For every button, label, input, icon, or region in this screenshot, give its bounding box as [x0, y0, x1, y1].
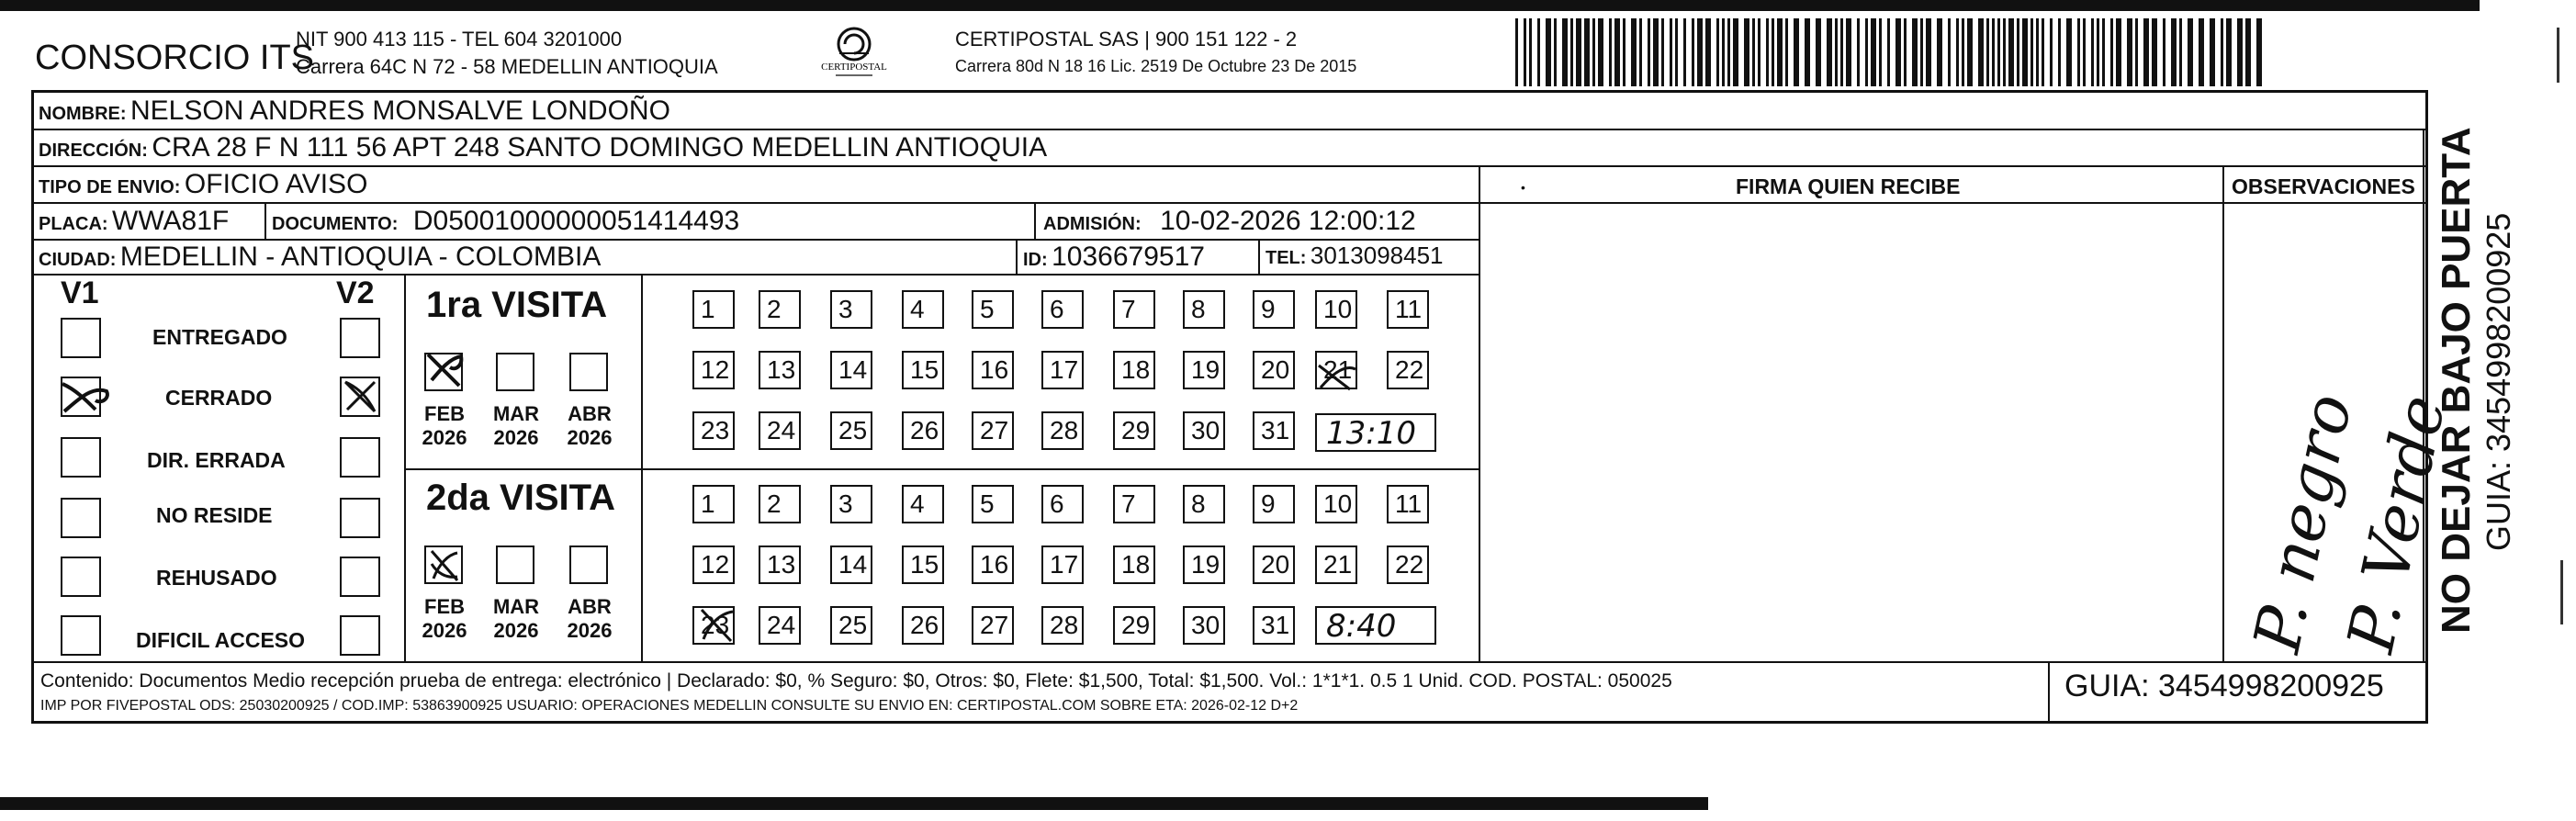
barcode-bar — [1871, 18, 1876, 86]
second-visit-day-13[interactable]: 13 — [759, 545, 801, 584]
barcode-bar — [1631, 18, 1637, 86]
barcode-bar — [1997, 18, 2000, 86]
row-divider — [1479, 202, 2428, 204]
second-visit-day-20[interactable]: 20 — [1253, 545, 1295, 584]
second-visit-day-22[interactable]: 22 — [1387, 545, 1429, 584]
first-visit-month-feb: FEB 2026 — [422, 402, 467, 449]
first-visit-day-13[interactable]: 13 — [759, 351, 801, 389]
barcode-bar — [1962, 18, 1964, 86]
second-visit-day-1[interactable]: 1 — [692, 485, 735, 523]
second-visit-day-15[interactable]: 15 — [902, 545, 944, 584]
admision-cell — [1043, 206, 1416, 237]
second-visit-month-box-mar[interactable] — [496, 545, 534, 584]
first-visit-day-18[interactable]: 18 — [1113, 351, 1155, 389]
admision-value: 10-02-2026 12:00:12 — [1160, 206, 1416, 236]
documento-label: DOCUMENTO: — [272, 214, 399, 234]
firma-header: FIRMA QUIEN RECIBE — [1736, 174, 1961, 198]
barcode-bar — [2127, 18, 2132, 86]
first-visit-day-9[interactable]: 9 — [1253, 290, 1295, 329]
ciudad-value: MEDELLIN - ANTIOQUIA - COLOMBIA — [119, 242, 602, 272]
barcode-bar — [1670, 18, 1672, 86]
column-divider — [1258, 239, 1260, 274]
barcode-bar — [1733, 18, 1738, 86]
v2-checkbox-entregado[interactable] — [340, 318, 380, 358]
barcode-bar — [1986, 18, 1989, 86]
second-visit-day-5[interactable]: 5 — [972, 485, 1014, 523]
barcode-bar — [1777, 18, 1783, 86]
handwritten-day-mark — [694, 602, 740, 648]
barcode-bar — [2050, 18, 2053, 86]
barcode-bar — [2003, 18, 2006, 86]
barcode-bar — [1895, 18, 1901, 86]
barcode-bar — [2171, 18, 2177, 86]
barcode-bar — [1515, 18, 1518, 86]
v1-checkbox-dificil-acceso[interactable] — [61, 615, 101, 656]
column-divider — [1016, 239, 1018, 274]
certipostal-address: Carrera 80d N 18 16 Lic. 2519 De Octubre 23 De 2015 — [955, 57, 1357, 75]
barcode — [1515, 18, 2268, 86]
barcode-bar — [1967, 18, 1973, 86]
second-visit-day-19[interactable]: 19 — [1183, 545, 1225, 584]
barcode-bar — [2143, 18, 2149, 86]
right-edge-mark — [2557, 28, 2559, 83]
first-visit-day-11[interactable]: 11 — [1387, 290, 1429, 329]
first-visit-day-20[interactable]: 20 — [1253, 351, 1295, 389]
observaciones-header: OBSERVACIONES — [2232, 174, 2415, 198]
barcode-bar — [1562, 18, 1568, 86]
top-edge-line — [0, 0, 2480, 11]
first-visit-day-17[interactable]: 17 — [1041, 351, 1084, 389]
status-label-dificil-acceso: DIFICIL ACCESO — [136, 628, 306, 652]
barcode-bar — [1879, 18, 1882, 86]
second-visit-month-mar: MAR 2026 — [492, 595, 540, 642]
first-visit-month-mar: MAR 2026 — [492, 402, 540, 449]
first-visit-day-7[interactable]: 7 — [1113, 290, 1155, 329]
barcode-bar — [2042, 18, 2044, 86]
company-address: Carrera 64C N 72 - 58 MEDELLIN ANTIOQUIA — [296, 55, 718, 78]
barcode-bar — [2116, 18, 2121, 86]
barcode-bar — [1661, 18, 1664, 86]
barcode-bar — [1857, 18, 1860, 86]
barcode-bar — [1537, 18, 1540, 86]
barcode-bar — [1623, 18, 1625, 86]
barcode-bar — [1978, 18, 1984, 86]
barcode-bar — [1614, 18, 1620, 86]
barcode-bar — [1554, 18, 1557, 86]
barcode-bar — [1752, 18, 1755, 86]
footer-content-line: Contenido: Documentos Medio recepción prueba de entrega: electrónico | Declarado: $0, % Seguro: $0, Otros: $0, Flete: $1,500, Total: $1,500. Vol.: 1*1*1. 0.5 1 Unid. COD. POSTAL: 050025 — [40, 670, 1672, 692]
status-label-entregado: ENTREGADO — [152, 325, 287, 349]
v1-checkbox-rehusado[interactable] — [61, 557, 101, 597]
barcode-bar — [2097, 18, 2099, 86]
barcode-bar — [2188, 18, 2193, 86]
barcode-bar — [2030, 18, 2033, 86]
first-visit-day-6[interactable]: 6 — [1041, 290, 1084, 329]
barcode-bar — [2036, 18, 2039, 86]
side-guia: GUIA: 3454998200925 — [2480, 212, 2517, 551]
second-visit-day-8[interactable]: 8 — [1183, 485, 1225, 523]
tel-cell — [1266, 242, 1444, 270]
handwritten-observation-1: P. negro — [2239, 387, 2368, 659]
row-divider — [31, 239, 1479, 241]
barcode-bar — [2199, 18, 2204, 86]
barcode-bar — [1937, 18, 1942, 86]
barcode-bar — [1766, 18, 1769, 86]
tel-label: TEL: — [1266, 248, 1307, 268]
barcode-bar — [2058, 18, 2061, 86]
second-visit-day-28[interactable]: 28 — [1041, 606, 1084, 645]
v1-checkbox-cerrado[interactable] — [61, 377, 101, 417]
barcode-bar — [1887, 18, 1890, 86]
barcode-bar — [1546, 18, 1551, 86]
first-visit-month-box-feb[interactable] — [424, 353, 463, 391]
second-visit-time[interactable]: 8:40 — [1315, 606, 1436, 645]
barcode-bar — [1948, 18, 1951, 86]
column-divider — [1479, 165, 1480, 661]
barcode-bar — [1772, 18, 1774, 86]
barcode-bar — [2135, 18, 2138, 86]
second-visit-day-30[interactable]: 30 — [1183, 606, 1225, 645]
handwritten-check-mark — [59, 373, 114, 419]
first-visit-day-2[interactable]: 2 — [759, 290, 801, 329]
column-divider — [404, 274, 406, 661]
barcode-bar — [2179, 18, 2182, 86]
tipo-envio-label: TIPO DE ENVIO: — [39, 177, 181, 197]
column-divider — [264, 202, 266, 239]
first-visit-day-12[interactable]: 12 — [692, 351, 735, 389]
first-visit-day-31[interactable]: 31 — [1253, 411, 1295, 450]
barcode-bar — [1683, 18, 1686, 86]
barcode-bar — [1722, 18, 1725, 86]
handwritten-observation-2: P. Verde — [2333, 388, 2460, 659]
logo-text: CERTIPOSTAL — [821, 62, 887, 73]
status-label-no-reside: NO RESIDE — [156, 503, 273, 527]
barcode-bar — [2091, 18, 2094, 86]
barcode-bar — [1639, 18, 1642, 86]
barcode-bar — [1785, 18, 1788, 86]
barcode-bar — [1570, 18, 1573, 86]
nombre-value: NELSON ANDRES MONSALVE LONDOÑO — [130, 96, 670, 126]
barcode-bar — [2102, 18, 2105, 86]
barcode-bar — [1524, 18, 1526, 86]
barcode-bar — [1920, 18, 1923, 86]
column-divider — [2048, 661, 2050, 724]
first-visit-day-14[interactable]: 14 — [830, 351, 872, 389]
first-visit-day-26[interactable]: 26 — [902, 411, 944, 450]
v1-checkbox-no-reside[interactable] — [61, 498, 101, 538]
barcode-bar — [1697, 18, 1703, 86]
documento-cell — [272, 206, 739, 237]
v2-checkbox-dir-errada[interactable] — [340, 437, 380, 478]
column-divider — [1034, 202, 1036, 239]
nombre-label: NOMBRE: — [39, 104, 127, 124]
second-visit-day-6[interactable]: 6 — [1041, 485, 1084, 523]
second-visit-day-2[interactable]: 2 — [759, 485, 801, 523]
column-divider — [641, 274, 643, 661]
placa-label: PLACA: — [39, 214, 108, 234]
second-visit-day-16[interactable]: 16 — [972, 545, 1014, 584]
second-visit-day-29[interactable]: 29 — [1113, 606, 1155, 645]
barcode-bar — [1992, 18, 1995, 86]
second-visit-day-27[interactable]: 27 — [972, 606, 1014, 645]
barcode-bar — [1675, 18, 1678, 86]
second-visit-day-23[interactable]: 23 — [692, 606, 735, 645]
id-value: 1036679517 — [1052, 242, 1205, 272]
bottom-edge-line — [0, 797, 1708, 810]
barcode-bar — [1653, 18, 1659, 86]
barcode-bar — [2163, 18, 2165, 86]
handwritten-x-mark — [424, 545, 465, 586]
second-visit-day-14[interactable]: 14 — [830, 545, 872, 584]
company-nit: NIT 900 413 115 - TEL 604 3201000 — [296, 28, 623, 51]
barcode-bar — [1840, 18, 1843, 86]
status-label-dir-errada: DIR. ERRADA — [147, 448, 286, 472]
first-visit-day-16[interactable]: 16 — [972, 351, 1014, 389]
barcode-bar — [2245, 18, 2251, 86]
status-label-cerrado: CERRADO — [165, 386, 273, 410]
second-visit-day-18[interactable]: 18 — [1113, 545, 1155, 584]
v1-checkbox-dir-errada[interactable] — [61, 437, 101, 478]
barcode-bar — [1956, 18, 1959, 86]
barcode-bar — [1692, 18, 1694, 86]
handwritten-x-mark — [422, 349, 468, 395]
placa-value: WWA81F — [112, 206, 230, 236]
second-visit-month-abr: ABR 2026 — [567, 595, 613, 642]
first-visit-title: 1ra VISITA — [426, 285, 608, 325]
barcode-bar — [2077, 18, 2080, 86]
barcode-bar — [1758, 18, 1760, 86]
barcode-bar — [1598, 18, 1603, 86]
first-visit-month-box-abr[interactable] — [569, 353, 608, 391]
first-visit-month-box-mar[interactable] — [496, 353, 534, 391]
first-visit-day-22[interactable]: 22 — [1387, 351, 1429, 389]
second-visit-day-26[interactable]: 26 — [902, 606, 944, 645]
barcode-bar — [2237, 18, 2243, 86]
guia-number: GUIA: 3454998200925 — [2064, 669, 2384, 703]
barcode-bar — [2221, 18, 2223, 86]
second-visit-month-feb: FEB 2026 — [422, 595, 467, 642]
second-visit-day-21[interactable]: 21 — [1315, 545, 1357, 584]
first-visit-day-30[interactable]: 30 — [1183, 411, 1225, 450]
barcode-bar — [2017, 18, 2019, 86]
guide-form-frame — [31, 90, 2428, 724]
barcode-bar — [1835, 18, 1838, 86]
direccion-value: CRA 28 F N 111 56 APT 248 SANTO DOMINGO MEDELLIN ANTIOQUIA — [152, 132, 1048, 163]
barcode-bar — [1816, 18, 1821, 86]
second-visit-day-9[interactable]: 9 — [1253, 485, 1295, 523]
first-visit-day-28[interactable]: 28 — [1041, 411, 1084, 450]
first-visit-day-5[interactable]: 5 — [972, 290, 1014, 329]
tel-value: 3013098451 — [1310, 242, 1444, 269]
ciudad-label: CIUDAD: — [39, 250, 117, 270]
barcode-bar — [2008, 18, 2014, 86]
second-visit-day-25[interactable]: 25 — [830, 606, 872, 645]
certipostal-nit: CERTIPOSTAL SAS | 900 151 122 - 2 — [955, 28, 1298, 51]
barcode-bar — [1705, 18, 1711, 86]
barcode-bar — [1592, 18, 1595, 86]
v2-checkbox-dificil-acceso[interactable] — [340, 615, 380, 656]
id-label: ID: — [1023, 250, 1048, 270]
first-visit-day-3[interactable]: 3 — [830, 290, 872, 329]
side-warning: NO DEJAR BAJO PUERTA — [2434, 127, 2479, 634]
v1-checkbox-entregado[interactable] — [61, 318, 101, 358]
id-cell — [1023, 242, 1205, 273]
documento-value: D05001000000051414493 — [412, 206, 740, 236]
first-visit-day-21[interactable]: 21 — [1315, 351, 1357, 389]
barcode-bar — [2110, 18, 2113, 86]
v2-header: V2 — [336, 276, 375, 310]
nombre-row — [39, 96, 670, 127]
tipo-envio-value: OFICIO AVISO — [184, 169, 368, 199]
barcode-bar — [1716, 18, 1719, 86]
barcode-bar — [1904, 18, 1907, 86]
barcode-bar — [1744, 18, 1749, 86]
handwritten-x-mark — [340, 377, 380, 417]
first-visit-day-10[interactable]: 10 — [1315, 290, 1357, 329]
barcode-bar — [2066, 18, 2072, 86]
first-visit-month-abr: ABR 2026 — [567, 402, 613, 449]
barcode-bar — [1846, 18, 1851, 86]
first-visit-day-24[interactable]: 24 — [759, 411, 801, 450]
barcode-bar — [1576, 18, 1581, 86]
barcode-bar — [2256, 18, 2262, 86]
second-visit-title: 2da VISITA — [426, 478, 615, 518]
barcode-bar — [2022, 18, 2028, 86]
barcode-bar — [2152, 18, 2157, 86]
first-visit-time[interactable]: 13:10 — [1315, 413, 1436, 452]
v2-checkbox-no-reside[interactable] — [340, 498, 380, 538]
second-visit-day-17[interactable]: 17 — [1041, 545, 1084, 584]
v2-checkbox-cerrado[interactable] — [340, 377, 380, 417]
certipostal-logo — [821, 26, 887, 79]
tipo-envio-row — [39, 169, 367, 200]
first-visit-day-25[interactable]: 25 — [830, 411, 872, 450]
second-visit-day-10[interactable]: 10 — [1315, 485, 1357, 523]
second-visit-month-box-abr[interactable] — [569, 545, 608, 584]
v2-checkbox-rehusado[interactable] — [340, 557, 380, 597]
first-visit-day-15[interactable]: 15 — [902, 351, 944, 389]
row-divider — [31, 202, 1479, 204]
v1-header: V1 — [61, 276, 99, 310]
barcode-bar — [1912, 18, 1918, 86]
second-visit-day-11[interactable]: 11 — [1387, 485, 1429, 523]
barcode-bar — [1805, 18, 1810, 86]
barcode-bar — [1794, 18, 1799, 86]
visit-divider — [404, 468, 1479, 470]
first-visit-day-19[interactable]: 19 — [1183, 351, 1225, 389]
direccion-label: DIRECCIÓN: — [39, 141, 148, 161]
barcode-bar — [2083, 18, 2086, 86]
ciudad-cell — [39, 242, 601, 273]
first-visit-day-4[interactable]: 4 — [902, 290, 944, 329]
bullet-mark: • — [1521, 180, 1525, 195]
row-divider — [31, 274, 1479, 276]
second-visit-day-24[interactable]: 24 — [759, 606, 801, 645]
row-divider — [31, 129, 2428, 130]
column-divider — [2222, 165, 2224, 661]
status-label-rehusado: REHUSADO — [156, 566, 277, 590]
barcode-bar — [1609, 18, 1612, 86]
second-visit-day-12[interactable]: 12 — [692, 545, 735, 584]
first-visit-day-29[interactable]: 29 — [1113, 411, 1155, 450]
first-visit-day-23[interactable]: 23 — [692, 411, 735, 450]
row-divider — [31, 165, 2428, 167]
second-visit-day-31[interactable]: 31 — [1253, 606, 1295, 645]
column-divider — [2423, 129, 2424, 661]
second-visit-month-box-feb[interactable] — [424, 545, 463, 584]
direccion-row — [39, 132, 1047, 163]
barcode-bar — [1584, 18, 1590, 86]
barcode-bar — [1865, 18, 1868, 86]
company-name: CONSORCIO ITS — [35, 39, 315, 77]
barcode-bar — [1926, 18, 1931, 86]
barcode-bar — [1529, 18, 1532, 86]
barcode-bar — [1648, 18, 1650, 86]
footer-divider — [31, 661, 2428, 663]
first-visit-day-1[interactable]: 1 — [692, 290, 735, 329]
admision-label: ADMISIÓN: — [1043, 214, 1142, 234]
placa-cell — [39, 206, 229, 237]
first-visit-day-8[interactable]: 8 — [1183, 290, 1225, 329]
right-edge-mark — [2560, 560, 2563, 624]
second-visit-day-3[interactable]: 3 — [830, 485, 872, 523]
barcode-bar — [1827, 18, 1832, 86]
barcode-bar — [2226, 18, 2232, 86]
footer-print-line: IMP POR FIVEPOSTAL ODS: 25030200925 / COD.IMP: 53863900925 USUARIO: OPERACIONES MEDELLIN CONSULTE SU ENVIO EN: CERTIPOSTAL.COM SOBRE ETA: 2026-02-12 D+2 — [40, 698, 1299, 714]
first-visit-day-27[interactable]: 27 — [972, 411, 1014, 450]
barcode-bar — [1727, 18, 1730, 86]
handwritten-day-mark — [1313, 356, 1368, 402]
second-visit-day-4[interactable]: 4 — [902, 485, 944, 523]
barcode-bar — [2210, 18, 2215, 86]
second-visit-day-7[interactable]: 7 — [1113, 485, 1155, 523]
